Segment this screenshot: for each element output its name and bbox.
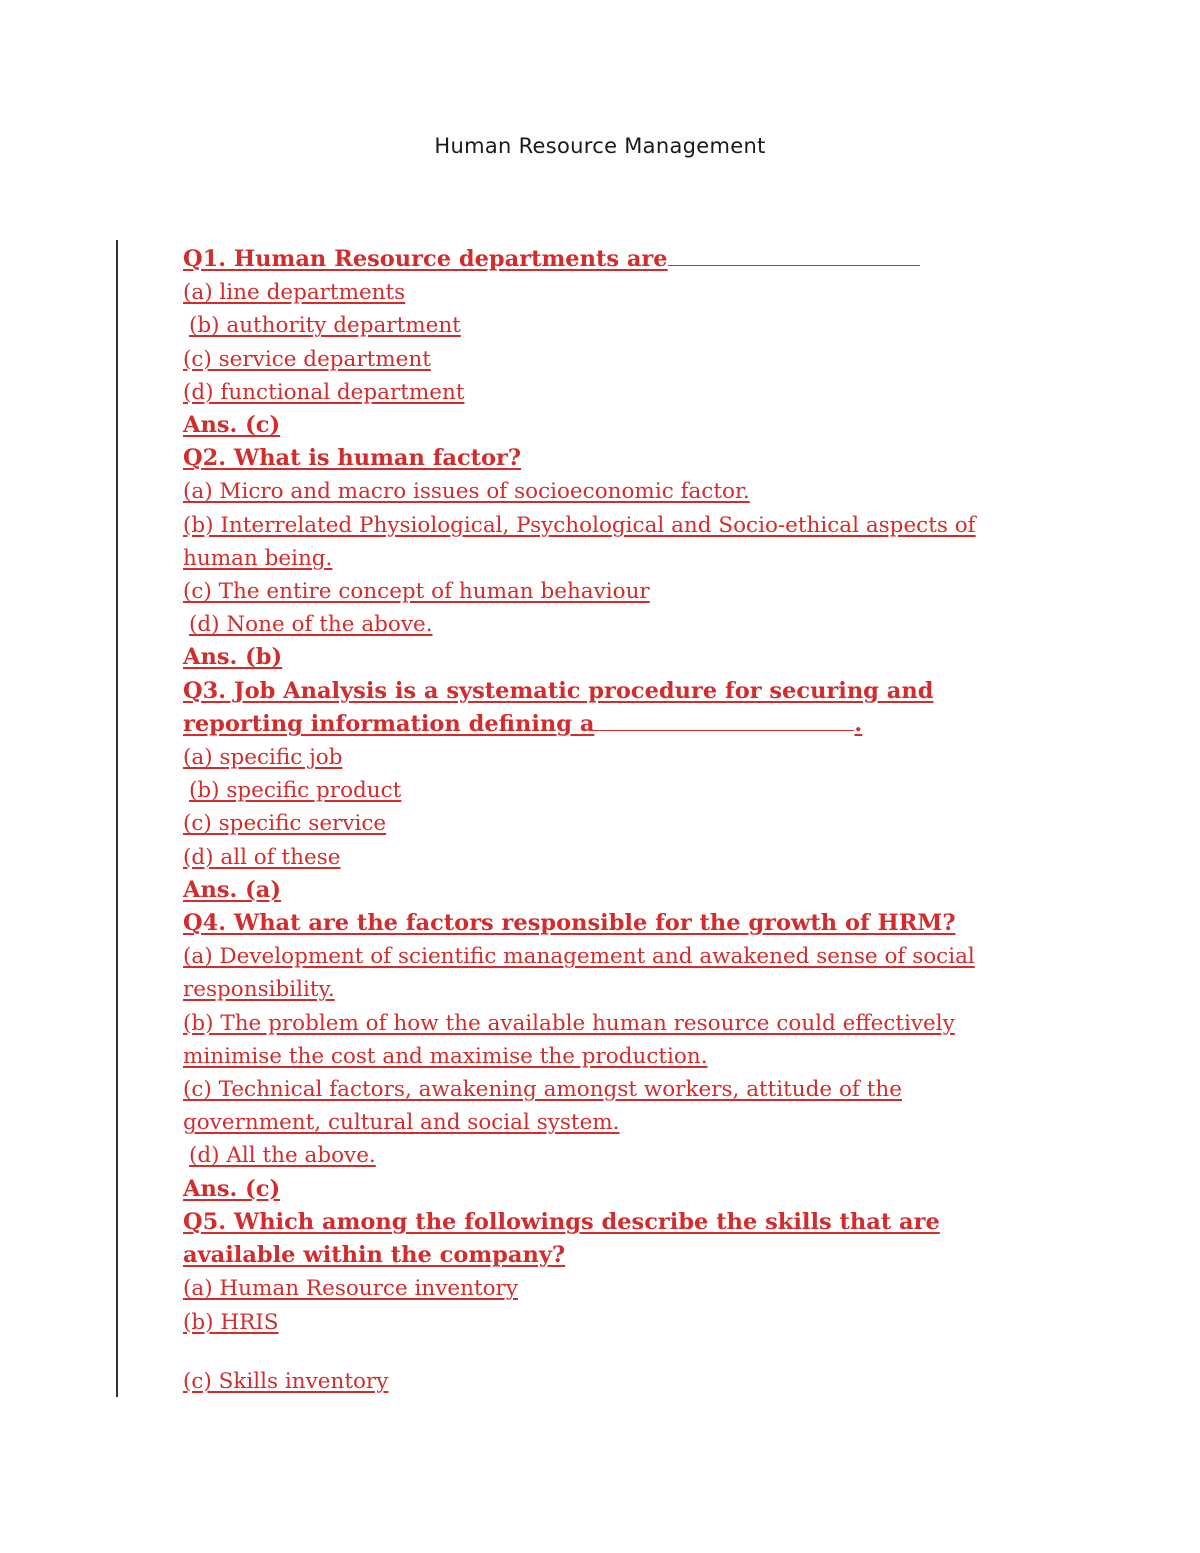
option-line: (b) HRIS (183, 1309, 279, 1335)
option-line: (a) line departments (183, 280, 406, 306)
question-3: Q3. Job Analysis is a systematic procedure for securing and (183, 677, 934, 704)
option-line: (c) service department (183, 346, 431, 372)
option-line: (d) functional department (183, 379, 465, 405)
option-line: responsibility. (183, 977, 335, 1003)
option-line: (a) specific job (183, 745, 343, 771)
question-4: Q4. What are the factors responsible for the growth of HRM? (183, 910, 956, 937)
option-line: (d) All the above. (189, 1143, 376, 1169)
answer-line: Ans. (b) (183, 644, 283, 671)
option-line: (c) Technical factors, awakening amongst workers, attitude of the (183, 1077, 902, 1103)
option-line: (b) The problem of how the available human resource could effectively (183, 1010, 955, 1036)
answer-blank (594, 708, 854, 731)
option-line: government, cultural and social system. (183, 1110, 620, 1136)
answer-line: Ans. (c) (183, 412, 281, 439)
question-5-continued: available within the company? (183, 1242, 566, 1269)
answer-line: Ans. (a) (183, 876, 282, 903)
question-list (183, 243, 1063, 1398)
question-5: Q5. Which among the followings describe the skills that are (183, 1208, 940, 1235)
answer-blank (668, 243, 920, 266)
margin-change-bar (116, 240, 118, 1397)
option-line: (b) Interrelated Physiological, Psychological and Socio-ethical aspects of (183, 512, 976, 538)
question-3-continued: reporting information defining a . (183, 708, 1063, 741)
option-line: (b) specific product (189, 778, 402, 804)
option-line: (c) Skills inventory (183, 1368, 389, 1394)
option-line: (d) None of the above. (189, 612, 433, 638)
option-line: (a) Micro and macro issues of socioeconomic factor. (183, 479, 750, 505)
option-line: (a) Human Resource inventory (183, 1276, 518, 1302)
page-title: Human Resource Management (434, 134, 766, 158)
option-line: (c) The entire concept of human behaviour (183, 579, 650, 605)
paragraph-gap (183, 1339, 1063, 1365)
option-line: minimise the cost and maximise the production. (183, 1043, 708, 1069)
option-line: (c) specific service (183, 811, 387, 837)
option-line: (a) Development of scientific management and awakened sense of social (183, 944, 975, 970)
option-line: (d) all of these (183, 844, 341, 870)
question-2: Q2. What is human factor? (183, 445, 522, 472)
option-line: (b) authority department (189, 313, 461, 339)
answer-line: Ans. (c) (183, 1175, 281, 1202)
question-1: Q1. Human Resource departments are (183, 243, 1063, 276)
option-line: human being. (183, 545, 333, 571)
